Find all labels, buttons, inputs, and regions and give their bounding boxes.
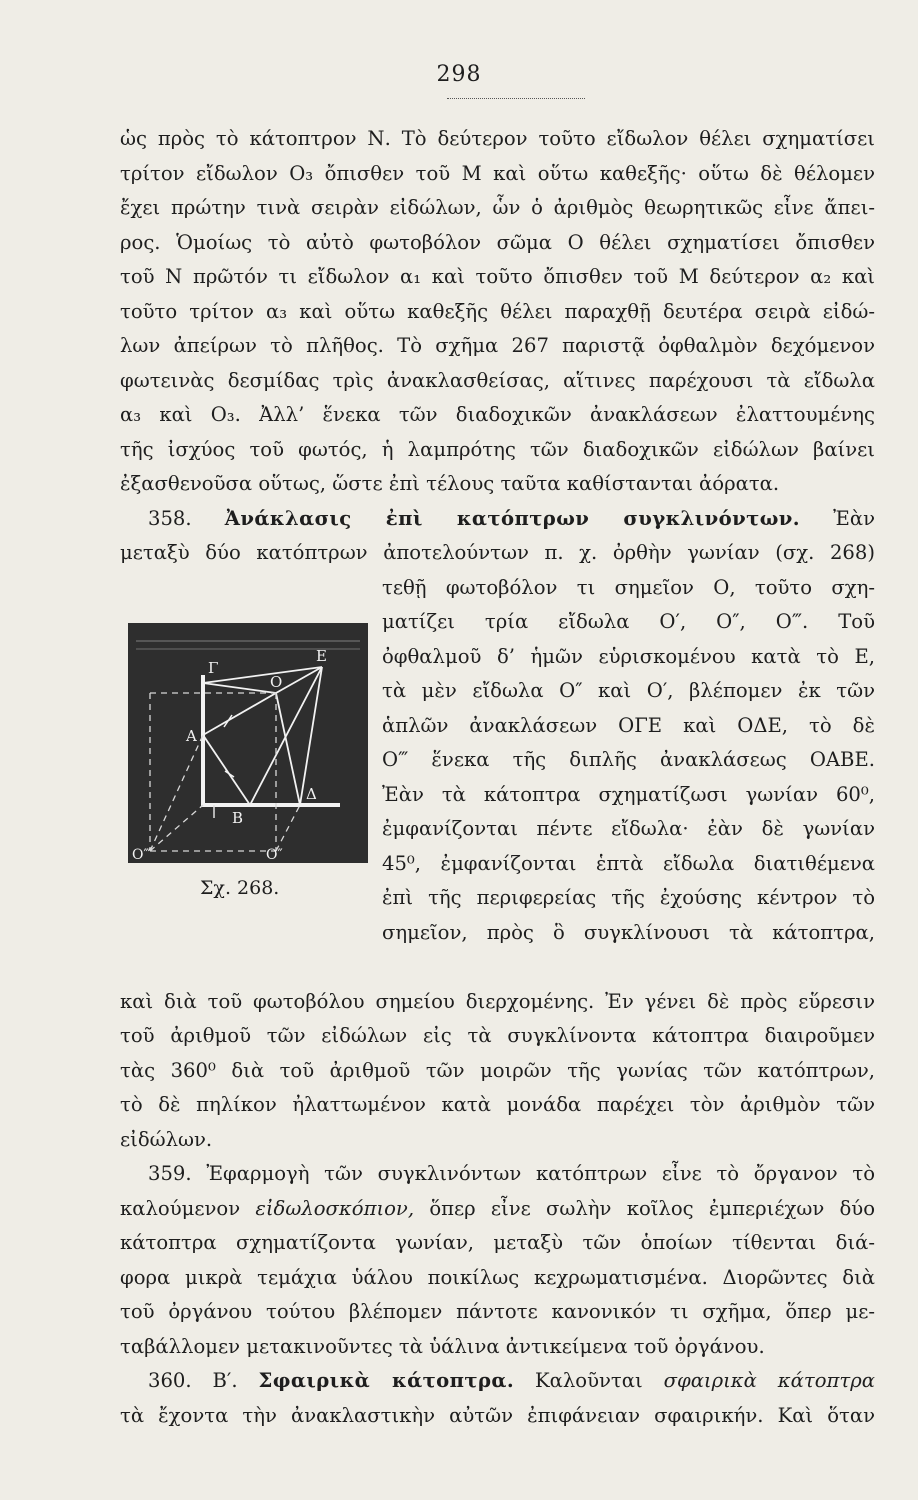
heading-tail: Ἐὰν [833,506,876,530]
text-line: λων ἀπείρων τὸ πλῆθος. Τὸ σχῆμα 267 παριστᾷ ὀφθαλμὸν δεχόμενον [120,334,875,357]
text-fragment: Καλοῦνται [535,1369,643,1392]
text-line: ταβάλλομεν μετακινοῦντες τὰ ὑάλινα ἀντικείμενα τοῦ ὀργάνου. [120,1334,765,1358]
text-line: ἐξασθενοῦσα οὕτως, ὥστε ἐπὶ τέλους ταῦτα καθίστανται ἀόρατα. [120,472,780,495]
text-line: ματίζει τρία εἴδωλα Ο′, Ο″, Ο‴. Τοῦ [382,610,875,633]
section-359-second-line [120,1192,875,1227]
section-359-first-line [120,1157,875,1192]
term-spherical-mirrors: σφαιρικὰ κάτοπτρα [663,1369,875,1392]
text-line: τοῦ Ν πρῶτόν τι εἴδωλον α₁ καὶ τοῦτο ὄπισθεν τοῦ Μ δεύτερον α₂ καὶ [120,265,875,288]
text-line: ὡς πρὸς τὸ κάτοπτρον Ν. Τὸ δεύτερον τοῦτο εἴδωλον θέλει σχηματίσει [120,127,875,150]
term-eidoloskopion: εἰδωλοσκόπιον, [255,1196,415,1220]
text-line: μεταξὺ δύο κατόπτρων ἀποτελούντων π. χ. ὀρθὴν γωνίαν (σχ. 268) [120,541,875,564]
section-heading: Ἀνάκλασις ἐπὶ κατόπτρων συγκλινόντων. [224,506,800,530]
text-line: καὶ διὰ τοῦ φωτοβόλου σημείου διερχομένης. Ἐν γένει δὲ πρὸς εὕρεσιν [120,989,875,1013]
text-line: ἐπὶ τῆς περιφερείας τῆς ἐχούσης κέντρον τὸ [382,886,875,909]
label-a: Α [186,726,197,745]
label-o-double-prime: Ο″ [266,846,283,863]
text-line: τὰς 360⁰ διὰ τοῦ ἀριθμοῦ τῶν μοιρῶν τῆς γωνίας τῶν κατόπτρων, [120,1058,875,1082]
section-number: 359. [148,1162,192,1185]
section-number: 358. [148,506,192,530]
figure-caption: Σχ. 268. [200,876,280,899]
figure-background [128,623,368,863]
label-delta: Δ [306,784,317,803]
text-line: φορα μικρὰ τεμάχια ὑάλου ποικίλως κεχρωματισμένα. Διορῶντες διὰ [120,1265,875,1289]
text-fragment: καλούμενον [120,1196,241,1220]
text-line: τὰ μὲν εἴδωλα Ο″ καὶ Ο′, βλέπομεν ἐκ τῶν [382,679,875,702]
text-line: σημεῖον, πρὸς ὃ συγκλίνουσι τὰ κάτοπτρα, [382,920,875,944]
text-line: Ἐφαρμογὴ τῶν συγκλινόντων κατόπτρων εἶνε τὸ ὄργανον τὸ [206,1162,875,1185]
text-line: ἁπλῶν ἀνακλάσεων ΟΓΕ καὶ ΟΔΕ, τὸ δὲ [382,713,875,737]
label-o-triple-prime: Ο‴ [132,846,151,863]
text-line: φωτεινὰς δεσμίδας τρὶς ἀνακλασθείσας, αἵτινες παρέχουσι τὰ εἴδωλα [120,368,875,392]
text-fragment: ὅπερ εἶνε σωλὴν κοῖλος ἐμπεριέχων δύο [429,1196,875,1220]
text-line: τοῦ ὀργάνου τούτου βλέπομεν πάντοτε κανονικόν τι σχῆμα, ὅπερ με- [120,1300,875,1323]
text-line: τὰ ἔχοντα τὴν ἀνακλαστικὴν αὐτῶν ἐπιφάνειαν σφαιρικήν. Καὶ ὅταν [120,1403,875,1427]
text-line: ρος. Ὁμοίως τὸ αὐτὸ φωτοβόλον σῶμα Ο θέλει σχηματίσει ὄπισθεν [120,230,875,254]
label-epsilon: Ε [316,646,327,665]
float-text [382,571,875,985]
section-number: 360. Β′. [148,1369,238,1392]
label-b: Β [232,808,244,827]
text-line: εἰδώλων. [120,1127,213,1151]
page-number: 298 [436,62,482,87]
body-text [120,122,875,1433]
label-gamma: Γ [208,658,219,677]
text-line: ὀφθαλμοῦ δ’ ἡμῶν εὑρισκομένου κατὰ τὸ Ε, [382,644,875,668]
text-line: κάτοπτρα σχηματίζοντα γωνίαν, μεταξὺ τῶν ὁποίων τίθενται διά- [120,1231,875,1254]
text-line: ἐμφανίζονται πέντε εἴδωλα· ἐὰν δὲ γωνίαν [382,817,875,840]
label-o: Ο [270,672,283,691]
text-line: ἔχει πρώτην τινὰ σειρὰν εἰδώλων, ὧν ὁ ἀριθμὸς θεωρητικῶς εἶνε ἄπει- [120,196,875,219]
text-line: 45⁰, ἐμφανίζονται ἑπτὰ εἴδωλα διατιθέμενα [382,851,875,875]
text-line: τοῦ ἀριθμοῦ τῶν εἰδώλων εἰς τὰ συγκλίνοντα κάτοπτρα διαιροῦμεν [120,1024,875,1047]
text-line: α₃ καὶ O₃. Ἀλλ’ ἕνεκα τῶν διαδοχικῶν ἀνακλάσεων ἐλαττουμένης [120,403,875,426]
text-line: τρίτον εἴδωλον O₃ ὄπισθεν τοῦ Μ καὶ οὕτω καθεξῆς· οὕτω δὲ θέλομεν [120,161,875,185]
text-line: τῆς ἰσχύος τοῦ φωτός, ἡ λαμπρότης τῶν διαδοχικῶν εἰδώλων βαίνει [120,437,875,461]
figure-268 [120,571,382,985]
text-line: τοῦτο τρίτον α₃ καὶ οὕτω καθεξῆς θέλει παραχθῇ δευτέρα σειρὰ εἰδώ- [120,299,875,323]
section-358-heading-line [120,502,875,537]
figure-float-region [120,571,875,985]
page-number-rule [447,98,585,99]
section-360-heading-line [120,1364,875,1399]
text-line: Ἐὰν τὰ κάτοπτρα σχηματίζωσι γωνίαν 60⁰, [382,782,875,806]
section-heading: Σφαιρικὰ κάτοπτρα. [258,1369,515,1392]
text-line: τὸ δὲ πηλίκον ἠλαττωμένον κατὰ μονάδα παρέχει τὸν ἀριθμὸν τῶν [120,1093,875,1116]
text-line: τεθῇ φωτοβόλον τι σημεῖον Ο, τοῦτο σχη- [382,575,875,599]
text-line: Ο‴ ἕνεκα τῆς διπλῆς ἀνακλάσεως ΟΑΒΕ. [382,748,875,771]
mirror-diagram [128,623,368,863]
